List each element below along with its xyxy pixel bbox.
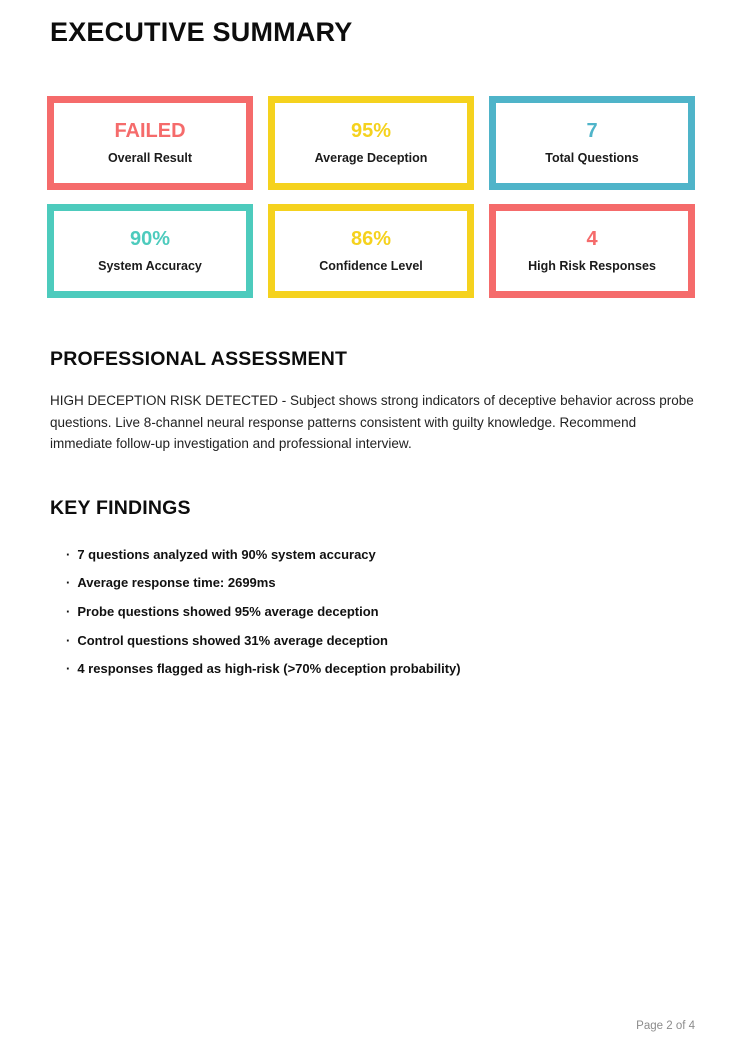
bullet-icon: ·	[66, 575, 71, 591]
findings-heading: KEY FINDINGS	[50, 496, 191, 519]
stat-value: 4	[586, 228, 598, 251]
stat-label: System Accuracy	[98, 259, 202, 274]
finding-item	[66, 627, 695, 656]
stat-card-system-accuracy	[47, 204, 253, 298]
finding-text: 4 responses flagged as high-risk (>70% deception probability)	[77, 661, 461, 677]
finding-text: Probe questions showed 95% average deception	[77, 603, 379, 619]
page-title: EXECUTIVE SUMMARY	[50, 17, 353, 47]
stat-value: 7	[586, 120, 598, 143]
bullet-icon: ·	[66, 603, 71, 619]
finding-item	[66, 569, 695, 598]
finding-item	[66, 541, 695, 570]
bullet-icon: ·	[66, 661, 71, 677]
stat-value: FAILED	[114, 120, 186, 143]
assessment-heading: PROFESSIONAL ASSESSMENT	[50, 348, 348, 370]
stat-label: Average Deception	[314, 151, 428, 166]
stat-card-confidence-level	[268, 204, 474, 298]
stat-card-total-questions	[489, 96, 695, 190]
findings-list	[66, 541, 695, 685]
assessment-body: HIGH DECEPTION RISK DETECTED - Subject shows strong indicators of deceptive behavior across probe questions. Live 8-channel neural response patterns consistent with guilty knowledge. Recommend immediate follow-up investigation and professional interview.	[50, 393, 694, 451]
stat-value: 95%	[350, 120, 392, 143]
stat-label: Total Questions	[545, 151, 639, 166]
page-number: Page 2 of 4	[636, 1020, 695, 1032]
stat-label: High Risk Responses	[528, 259, 656, 274]
stat-cards-grid	[47, 96, 695, 298]
finding-item	[66, 598, 695, 627]
finding-text: Average response time: 2699ms	[77, 575, 276, 591]
stat-label: Overall Result	[107, 151, 193, 166]
finding-text: 7 questions analyzed with 90% system accuracy	[77, 546, 376, 562]
report-page	[0, 17, 743, 1061]
stat-value: 86%	[350, 228, 392, 251]
stat-card-high-risk-responses	[489, 204, 695, 298]
bullet-icon: ·	[66, 546, 71, 562]
stat-card-overall-result	[47, 96, 253, 190]
stat-card-average-deception	[268, 96, 474, 190]
stat-value: 90%	[129, 228, 171, 251]
stat-label: Confidence Level	[319, 259, 423, 274]
finding-text: Control questions showed 31% average deception	[77, 632, 388, 648]
finding-item	[66, 655, 695, 684]
bullet-icon: ·	[66, 632, 71, 648]
